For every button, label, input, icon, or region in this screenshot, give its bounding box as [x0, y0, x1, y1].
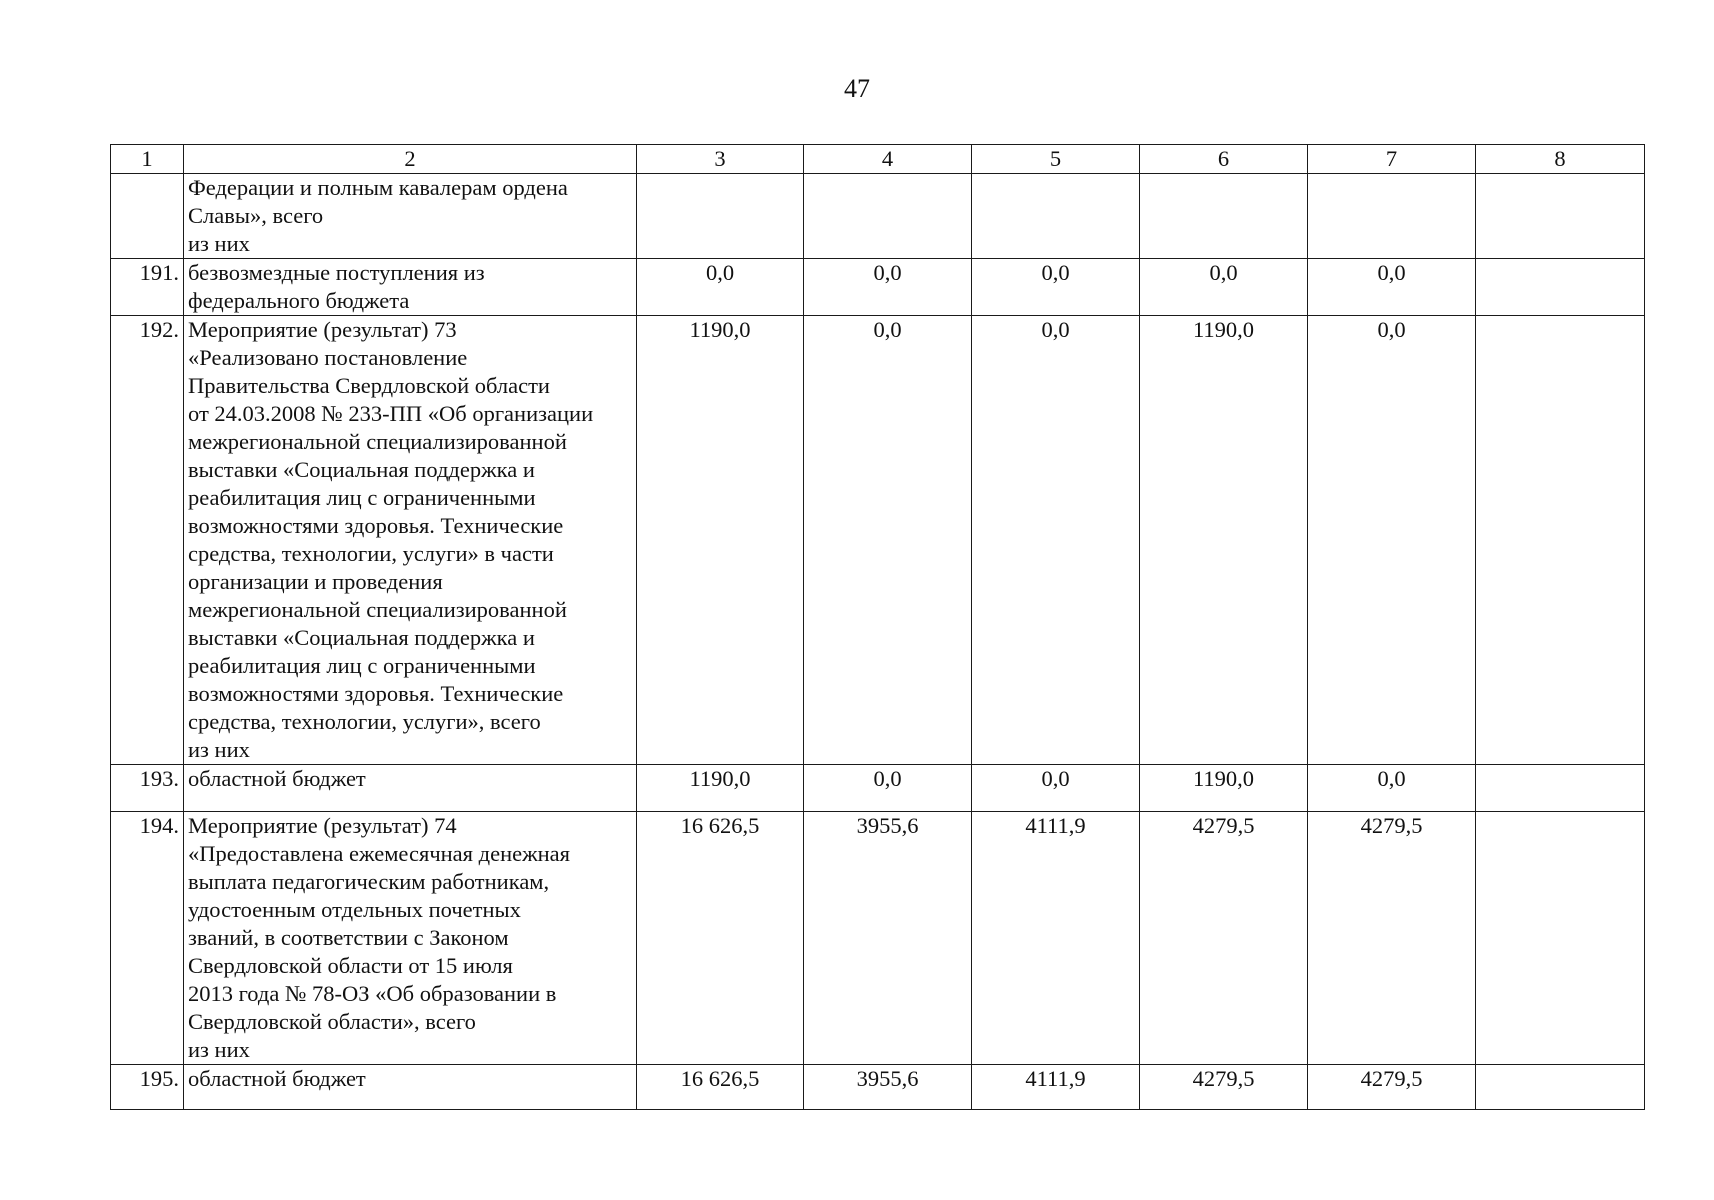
table-row	[111, 1065, 1645, 1110]
value-cell	[1476, 812, 1645, 1065]
description-line: Свердловской области», всего	[188, 1009, 476, 1034]
row-description	[184, 316, 637, 765]
description-line: областной бюджет	[188, 766, 366, 791]
description-line: межрегиональной специализированной	[188, 597, 567, 622]
description-line: возможностями здоровья. Технические	[188, 681, 564, 706]
row-description	[184, 259, 637, 316]
row-number: 193.	[111, 765, 184, 812]
value-cell	[1476, 174, 1645, 259]
value-cell: 3955,6	[804, 1065, 972, 1110]
description-line: выплата педагогическим работникам,	[188, 869, 550, 894]
description-line: «Реализовано постановление	[188, 345, 468, 370]
description-line: организации и проведения	[188, 569, 443, 594]
value-cell: 4279,5	[1140, 812, 1308, 1065]
value-cell: 0,0	[972, 259, 1140, 316]
value-cell: 16 626,5	[637, 812, 804, 1065]
description-line: областной бюджет	[188, 1066, 366, 1091]
value-cell: 3955,6	[804, 812, 972, 1065]
description-line: Правительства Свердловской области	[188, 373, 550, 398]
value-cell: 0,0	[804, 765, 972, 812]
header-cell: 7	[1308, 145, 1476, 174]
description-line: межрегиональной специализированной	[188, 429, 567, 454]
value-cell: 4111,9	[972, 1065, 1140, 1110]
value-cell: 0,0	[804, 259, 972, 316]
value-cell: 0,0	[1308, 316, 1476, 765]
table-row	[111, 174, 1645, 259]
table-row	[111, 765, 1645, 812]
value-cell: 1190,0	[1140, 316, 1308, 765]
value-cell: 1190,0	[637, 765, 804, 812]
description-line: безвозмездные поступления из	[188, 260, 485, 285]
value-cell	[1140, 174, 1308, 259]
header-row	[111, 145, 1645, 174]
header-cell: 6	[1140, 145, 1308, 174]
table-row	[111, 259, 1645, 316]
description-line: Мероприятие (результат) 74	[188, 813, 457, 838]
row-number: 192.	[111, 316, 184, 765]
value-cell: 16 626,5	[637, 1065, 804, 1110]
description-line: выставки «Социальная поддержка и	[188, 457, 535, 482]
header-cell: 4	[804, 145, 972, 174]
description-line: реабилитация лиц с ограниченными	[188, 653, 536, 678]
value-cell	[1308, 174, 1476, 259]
value-cell	[637, 174, 804, 259]
row-number: 191.	[111, 259, 184, 316]
row-number: 195.	[111, 1065, 184, 1110]
description-line: из них	[188, 231, 250, 256]
value-cell: 1190,0	[637, 316, 804, 765]
value-cell	[1476, 765, 1645, 812]
description-line: реабилитация лиц с ограниченными	[188, 485, 536, 510]
description-line: возможностями здоровья. Технические	[188, 513, 564, 538]
description-line: средства, технологии, услуги», всего	[188, 709, 541, 734]
description-line: Славы», всего	[188, 203, 324, 228]
value-cell	[1476, 316, 1645, 765]
row-description	[184, 765, 637, 812]
description-line: 2013 года № 78-ОЗ «Об образовании в	[188, 981, 557, 1006]
budget-table	[110, 144, 1645, 1110]
description-line: Федерации и полным кавалерам ордена	[188, 175, 568, 200]
value-cell	[804, 174, 972, 259]
table-row	[111, 812, 1645, 1065]
header-cell: 5	[972, 145, 1140, 174]
row-number	[111, 174, 184, 259]
row-description	[184, 812, 637, 1065]
row-description	[184, 174, 637, 259]
value-cell: 1190,0	[1140, 765, 1308, 812]
description-line: выставки «Социальная поддержка и	[188, 625, 535, 650]
value-cell: 0,0	[637, 259, 804, 316]
value-cell	[972, 174, 1140, 259]
description-line: удостоенным отдельных почетных	[188, 897, 521, 922]
header-cell: 8	[1476, 145, 1645, 174]
description-line: из них	[188, 737, 250, 762]
header-cell: 3	[637, 145, 804, 174]
description-line: званий, в соответствии с Законом	[188, 925, 509, 950]
description-line: из них	[188, 1037, 250, 1062]
description-line: Мероприятие (результат) 73	[188, 317, 457, 342]
value-cell: 0,0	[804, 316, 972, 765]
description-line: федерального бюджета	[188, 288, 410, 313]
description-line: «Предоставлена ежемесячная денежная	[188, 841, 571, 866]
value-cell: 0,0	[1308, 259, 1476, 316]
value-cell: 4111,9	[972, 812, 1140, 1065]
description-line: Свердловской области от 15 июля	[188, 953, 513, 978]
page-number: 47	[844, 74, 870, 103]
description-line: от 24.03.2008 № 233-ПП «Об организации	[188, 401, 594, 426]
description-line: средства, технологии, услуги» в части	[188, 541, 554, 566]
value-cell: 4279,5	[1308, 812, 1476, 1065]
value-cell: 0,0	[972, 316, 1140, 765]
header-cell: 1	[111, 145, 184, 174]
value-cell	[1476, 259, 1645, 316]
row-description	[184, 1065, 637, 1110]
value-cell: 0,0	[1308, 765, 1476, 812]
value-cell: 0,0	[972, 765, 1140, 812]
table-row	[111, 316, 1645, 765]
value-cell: 0,0	[1140, 259, 1308, 316]
header-cell: 2	[184, 145, 637, 174]
row-number: 194.	[111, 812, 184, 1065]
value-cell: 4279,5	[1140, 1065, 1308, 1110]
value-cell	[1476, 1065, 1645, 1110]
value-cell: 4279,5	[1308, 1065, 1476, 1110]
